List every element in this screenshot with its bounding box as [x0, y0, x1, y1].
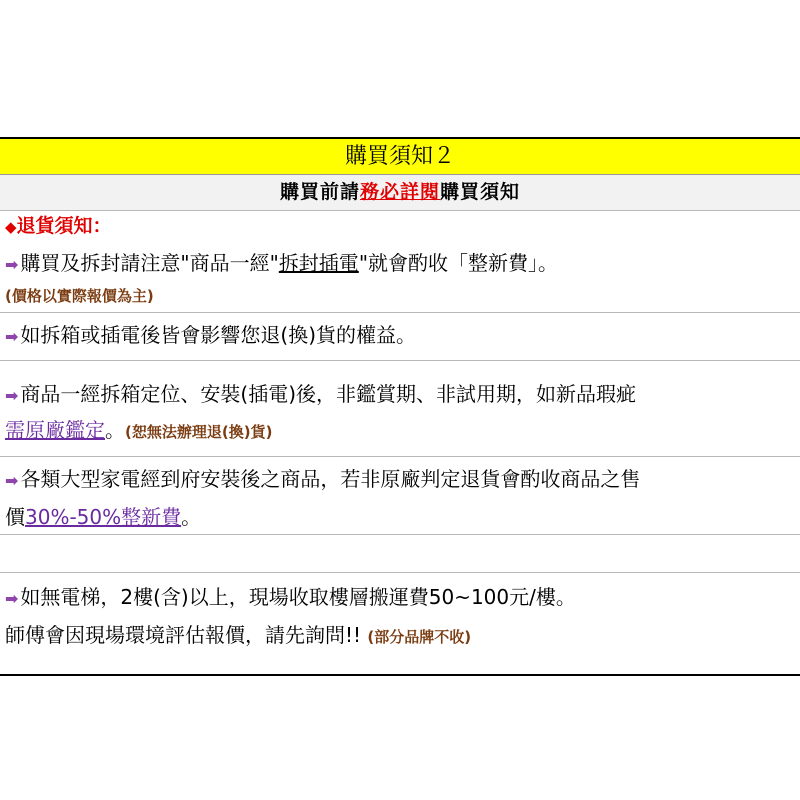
- return-policy-heading: [0, 211, 800, 241]
- purchase-notice-panel: [0, 137, 800, 676]
- item5-line2: 師傅會因現場環境評估報價，請先詢問!!: [5, 623, 368, 647]
- item4-line1: 各類大型家電經到府安裝後之商品，若非原廠判定退貨會酌收商品之售: [20, 467, 641, 491]
- item5-note: (部分品牌不收): [367, 628, 472, 646]
- arrow-right-icon: ➡: [5, 471, 19, 490]
- notice-title-text: 購買須知２: [344, 144, 455, 169]
- item1-underlined: 拆封插電: [278, 251, 359, 275]
- subtitle-after: 購買須知: [440, 181, 521, 203]
- diamond-bullet-icon: ◆: [5, 218, 17, 236]
- arrow-right-icon: ➡: [5, 589, 19, 608]
- notice-item-large-appliances: [0, 457, 800, 535]
- subtitle-before: 購買前請: [279, 181, 360, 203]
- return-policy-heading-text: 退貨須知：: [16, 215, 112, 237]
- item3-note: (恕無法辦理退(換)貨): [125, 423, 273, 441]
- item3-line1: 商品一經拆箱定位、安裝(插電)後，非鑑賞期、非試用期，如新品瑕疵: [20, 382, 637, 406]
- notice-item-defects: [0, 361, 800, 457]
- notice-item-stairs-fee: [0, 573, 800, 659]
- subtitle-emphasis: 務必詳閱: [359, 181, 440, 203]
- arrow-right-icon: ➡: [5, 255, 19, 274]
- item3-manufacturer-link[interactable]: 需原廠鑑定: [5, 418, 105, 442]
- item4-suffix: 。: [181, 505, 202, 529]
- notice-item-unboxing-fee: [0, 241, 800, 313]
- item4-prefix: 價: [5, 505, 25, 529]
- notice-subtitle: [0, 175, 800, 211]
- item5-line1: 如無電梯，2樓(含)以上，現場收取樓層搬運費50~100元/樓。: [20, 585, 576, 609]
- arrow-right-icon: ➡: [5, 386, 19, 405]
- arrow-right-icon: ➡: [5, 327, 19, 346]
- item3-after-link: 。: [105, 418, 125, 442]
- notice-blank-row: [0, 535, 800, 573]
- item2-text: 如拆箱或插電後皆會影響您退(換)貨的權益。: [20, 323, 417, 347]
- item1-text-b: "就會酌收「整新費」。: [358, 251, 559, 275]
- item1-note: (價格以實際報價為主): [5, 287, 154, 305]
- notice-item-rights: [0, 313, 800, 361]
- item4-refurb-fee-link[interactable]: 30%-50%整新費: [25, 505, 182, 529]
- notice-title: [0, 139, 800, 175]
- item1-text-a: 購買及拆封請注意"商品一經": [20, 251, 279, 275]
